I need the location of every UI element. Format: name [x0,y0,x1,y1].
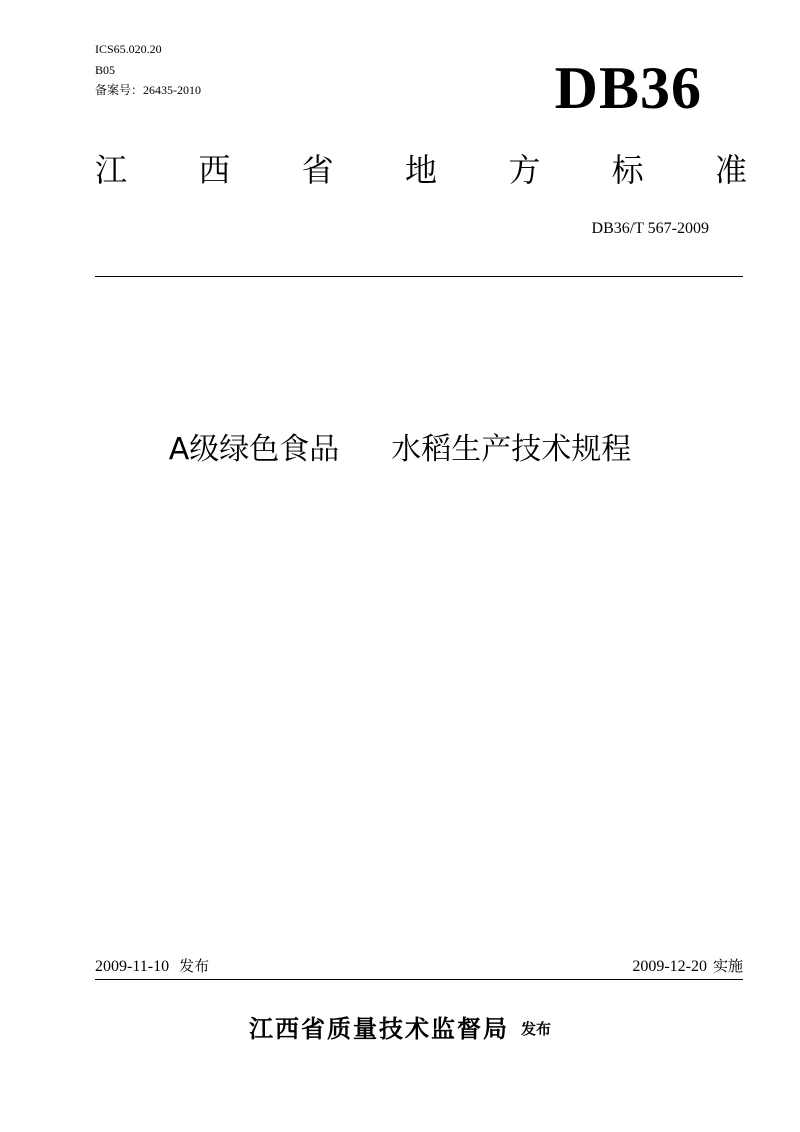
record-number: 备案号：26435-2010 [95,83,201,97]
standard-type-char: 江 [95,151,128,189]
issuer-action: 发布 [520,1019,551,1038]
implement-date: 2009-12-20 [632,958,707,975]
standard-type-heading [95,146,747,190]
issuer-name: 江西省质量技术监督局 [248,1014,509,1043]
standard-type-char: 标 [611,151,644,189]
implement-date-line [632,956,743,977]
ccs-code: B05 [95,63,116,77]
standard-type-char: 西 [198,151,231,189]
standard-number: DB36/T 567-2009 [591,220,709,237]
issuer-line [0,1006,800,1046]
publish-date: 2009-11-10 [95,958,170,975]
publish-label: 发布 [179,957,210,975]
standard-type-char: 准 [714,151,747,189]
footer-divider [95,979,743,980]
standard-type-char: 省 [301,151,334,189]
standard-code-logo: DB36 [554,55,702,121]
standard-type-char: 方 [508,151,541,189]
ics-code: ICS65.020.20 [95,42,162,56]
implement-label: 实施 [712,957,743,975]
title-part-1: A级绿色食品 [168,432,340,467]
document-title [0,424,800,468]
title-part-2: 水稻生产技术规程 [391,432,632,467]
header-divider [95,276,743,277]
publish-date-line [95,956,209,977]
standard-type-char: 地 [404,151,437,189]
